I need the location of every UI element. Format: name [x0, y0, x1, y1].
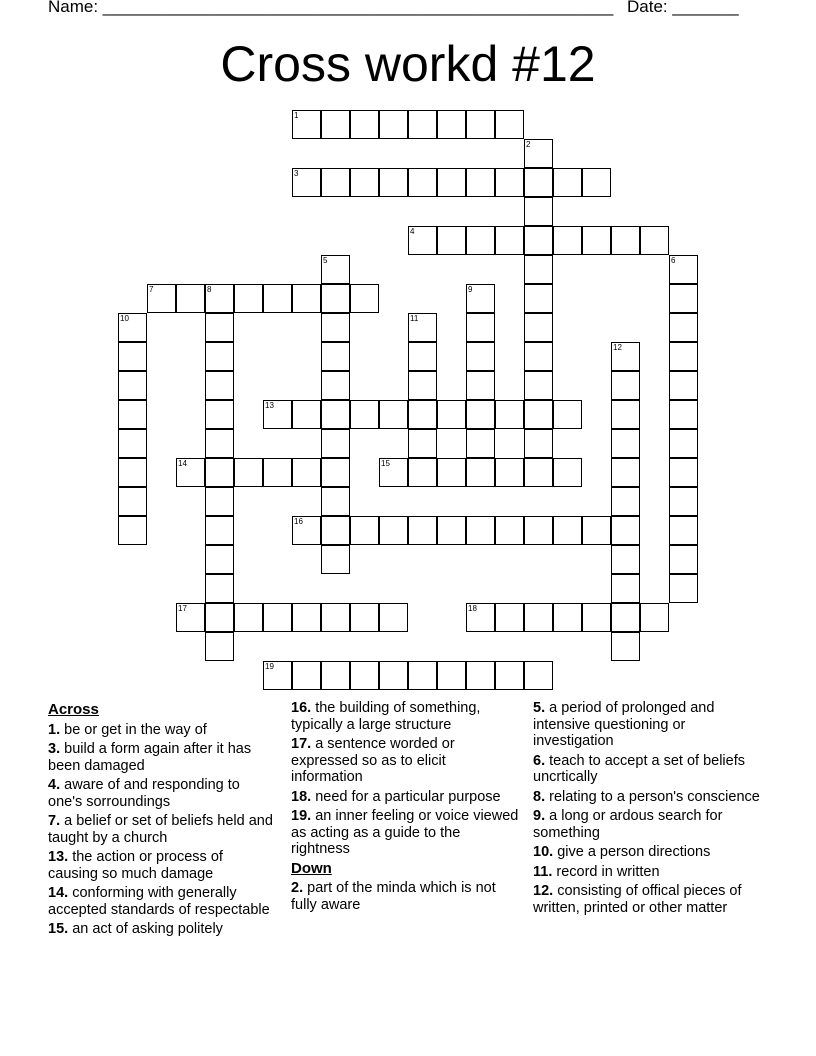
cell-number: 2 [526, 140, 531, 149]
clue-item [291, 700, 521, 733]
grid-cell[interactable] [669, 429, 698, 458]
grid-cell[interactable] [466, 400, 495, 429]
grid-cell[interactable] [321, 400, 350, 429]
clue-number: 18. [291, 788, 312, 805]
grid-cell[interactable] [524, 603, 553, 632]
grid-cell[interactable] [669, 545, 698, 574]
cell-number: 3 [294, 169, 299, 178]
grid-cell[interactable] [466, 342, 495, 371]
grid-cell[interactable] [466, 168, 495, 197]
grid-cell[interactable] [524, 516, 553, 545]
grid-cell[interactable] [524, 458, 553, 487]
grid-cell[interactable] [118, 342, 147, 371]
grid-cell[interactable] [263, 603, 292, 632]
grid-cell[interactable] [408, 516, 437, 545]
grid-cell[interactable] [408, 342, 437, 371]
grid-cell[interactable] [466, 371, 495, 400]
grid-cell[interactable] [495, 168, 524, 197]
cell-number: 5 [323, 256, 328, 265]
grid-cell[interactable] [669, 255, 698, 284]
clue-text: consisting of offical pieces of written, printed or other matter [533, 883, 742, 916]
clue-number: 4. [48, 777, 61, 793]
grid-cell[interactable] [292, 661, 321, 690]
grid-cell[interactable] [321, 487, 350, 516]
grid-cell[interactable] [466, 661, 495, 690]
grid-cell[interactable] [292, 516, 321, 545]
clue-item [48, 813, 273, 846]
clue-text: build a form again after it has been damaged [48, 741, 252, 774]
grid-cell[interactable] [118, 516, 147, 545]
clue-item [48, 777, 273, 810]
grid-cell[interactable] [205, 458, 234, 487]
grid-cell[interactable] [495, 226, 524, 255]
clue-text: give a person directions [557, 844, 711, 860]
grid-cell[interactable] [524, 400, 553, 429]
grid-cell[interactable] [350, 110, 379, 139]
clue-number: 7. [48, 813, 61, 829]
grid-cell[interactable] [292, 110, 321, 139]
section-heading-across: Across [48, 701, 99, 718]
grid-cell[interactable] [582, 168, 611, 197]
grid-cell[interactable] [118, 458, 147, 487]
grid-cell[interactable] [437, 400, 466, 429]
grid-cell[interactable] [176, 603, 205, 632]
grid-cell[interactable] [321, 110, 350, 139]
grid-cell[interactable] [205, 632, 234, 661]
grid-cell[interactable] [234, 603, 263, 632]
clue-text: an act of asking politely [72, 921, 223, 937]
grid-cell[interactable] [524, 226, 553, 255]
clue-item [533, 789, 763, 806]
cell-number: 7 [149, 285, 154, 294]
grid-cell[interactable] [524, 371, 553, 400]
clue-number: 19. [291, 808, 312, 824]
clues-column-3 [533, 700, 763, 919]
grid-cell[interactable] [118, 313, 147, 342]
cell-number: 13 [265, 401, 274, 410]
clue-item [291, 880, 521, 913]
grid-cell[interactable] [350, 168, 379, 197]
clue-item [48, 722, 273, 739]
grid-cell[interactable] [379, 400, 408, 429]
clue-item [48, 741, 273, 774]
grid-cell[interactable] [437, 516, 466, 545]
grid-cell[interactable] [495, 458, 524, 487]
grid-cell[interactable] [118, 371, 147, 400]
grid-cell[interactable] [582, 603, 611, 632]
cell-number: 19 [265, 662, 274, 671]
grid-cell[interactable] [205, 284, 234, 313]
grid-cell[interactable] [379, 661, 408, 690]
clue-item [533, 753, 763, 786]
grid-cell[interactable] [321, 284, 350, 313]
grid-cell[interactable] [205, 342, 234, 371]
clue-item [48, 849, 273, 882]
grid-cell[interactable] [524, 168, 553, 197]
clue-text: a period of prolonged and intensive questioning or investigation [533, 700, 715, 749]
grid-cell[interactable] [379, 603, 408, 632]
clues-column-1 [48, 700, 273, 941]
clue-number: 16. [291, 700, 312, 716]
grid-cell[interactable] [234, 458, 263, 487]
grid-cell[interactable] [553, 458, 582, 487]
grid-cell[interactable] [118, 429, 147, 458]
clue-text: teach to accept a set of beliefs uncrtically [533, 752, 745, 785]
cell-number: 10 [120, 314, 129, 323]
section-heading-down: Down [291, 859, 332, 877]
clue-text: record in written [556, 863, 660, 880]
cell-number: 18 [468, 604, 477, 613]
grid-cell[interactable] [321, 429, 350, 458]
clue-number: 5. [533, 700, 546, 716]
clue-item [533, 844, 763, 861]
grid-cell[interactable] [379, 516, 408, 545]
grid-cell[interactable] [321, 545, 350, 574]
cell-number: 6 [671, 256, 676, 265]
clue-number: 2. [291, 880, 304, 896]
grid-cell[interactable] [321, 371, 350, 400]
grid-cell[interactable] [611, 400, 640, 429]
grid-cell[interactable] [669, 342, 698, 371]
grid-cell[interactable] [669, 371, 698, 400]
cell-number: 17 [178, 604, 187, 613]
grid-cell[interactable] [495, 400, 524, 429]
clue-number: 13. [48, 849, 69, 865]
grid-cell[interactable] [669, 574, 698, 603]
clue-text: the action or process of causing so much damage [48, 849, 223, 882]
grid-cell[interactable] [553, 400, 582, 429]
grid-cell[interactable] [553, 516, 582, 545]
grid-cell[interactable] [321, 313, 350, 342]
grid-cell[interactable] [321, 603, 350, 632]
grid-cell[interactable] [640, 226, 669, 255]
grid-cell[interactable] [669, 313, 698, 342]
grid-cell[interactable] [205, 574, 234, 603]
grid-cell[interactable] [437, 458, 466, 487]
grid-cell[interactable] [611, 429, 640, 458]
grid-cell[interactable] [321, 516, 350, 545]
cell-number: 15 [381, 459, 390, 468]
clue-item [291, 736, 521, 786]
grid-cell[interactable] [379, 458, 408, 487]
grid-cell[interactable] [437, 226, 466, 255]
cell-number: 11 [410, 314, 419, 323]
grid-cell[interactable] [379, 168, 408, 197]
grid-cell[interactable] [292, 400, 321, 429]
grid-cell[interactable] [495, 110, 524, 139]
grid-cell[interactable] [263, 458, 292, 487]
grid-cell[interactable] [176, 458, 205, 487]
grid-cell[interactable] [176, 284, 205, 313]
grid-cell[interactable] [437, 110, 466, 139]
clue-text: a long or ardous search for something [533, 808, 723, 841]
grid-cell[interactable] [234, 284, 263, 313]
grid-cell[interactable] [553, 168, 582, 197]
clue-number: 12. [533, 883, 554, 899]
grid-cell[interactable] [524, 255, 553, 284]
grid-cell[interactable] [292, 458, 321, 487]
grid-cell[interactable] [669, 516, 698, 545]
cell-number: 4 [410, 227, 415, 236]
grid-cell[interactable] [292, 168, 321, 197]
cell-number: 14 [178, 459, 187, 468]
grid-cell[interactable] [669, 284, 698, 313]
cell-number: 8 [207, 285, 212, 294]
grid-cell[interactable] [408, 313, 437, 342]
clue-text: relating to a person's conscience [549, 788, 760, 805]
clue-item [533, 700, 763, 750]
grid-cell[interactable] [350, 603, 379, 632]
grid-cell[interactable] [205, 516, 234, 545]
grid-cell[interactable] [669, 458, 698, 487]
grid-cell[interactable] [611, 516, 640, 545]
grid-cell[interactable] [147, 284, 176, 313]
clue-text: conforming with generally accepted standards of respectable [48, 885, 270, 918]
date-label: Date: _______ [627, 0, 739, 16]
grid-cell[interactable] [205, 400, 234, 429]
grid-cell[interactable] [466, 313, 495, 342]
grid-cell[interactable] [321, 458, 350, 487]
grid-cell[interactable] [611, 574, 640, 603]
grid-cell[interactable] [669, 400, 698, 429]
grid-cell[interactable] [350, 516, 379, 545]
grid-cell[interactable] [408, 661, 437, 690]
clue-text: be or get in the way of [64, 721, 207, 738]
grid-cell[interactable] [321, 168, 350, 197]
clue-item [291, 789, 521, 806]
grid-cell[interactable] [321, 661, 350, 690]
grid-cell[interactable] [350, 284, 379, 313]
clue-text: need for a particular purpose [315, 788, 501, 805]
grid-cell[interactable] [118, 487, 147, 516]
grid-cell[interactable] [321, 342, 350, 371]
cell-number: 16 [294, 517, 303, 526]
clue-text: an inner feeling or voice viewed as acting as a guide to the rightness [291, 808, 519, 857]
grid-cell[interactable] [611, 371, 640, 400]
cell-number: 9 [468, 285, 473, 294]
grid-cell[interactable] [263, 284, 292, 313]
grid-cell[interactable] [611, 342, 640, 371]
clue-number: 10. [533, 844, 554, 860]
grid-cell[interactable] [466, 429, 495, 458]
clue-number: 9. [533, 808, 546, 824]
grid-cell[interactable] [466, 603, 495, 632]
grid-cell[interactable] [408, 371, 437, 400]
grid-cell[interactable] [640, 603, 669, 632]
clue-text: a sentence worded or expressed so as to elicit information [291, 736, 455, 785]
grid-cell[interactable] [408, 458, 437, 487]
clue-item [48, 921, 273, 938]
grid-cell[interactable] [466, 284, 495, 313]
clue-number: 1. [48, 721, 61, 738]
clue-item [533, 808, 763, 841]
grid-cell[interactable] [524, 661, 553, 690]
grid-cell[interactable] [466, 226, 495, 255]
grid-cell[interactable] [495, 603, 524, 632]
grid-cell[interactable] [292, 603, 321, 632]
clue-item [291, 808, 521, 858]
clue-number: 6. [533, 752, 546, 769]
grid-cell[interactable] [611, 603, 640, 632]
grid-cell[interactable] [408, 168, 437, 197]
grid-cell[interactable] [205, 313, 234, 342]
clue-text: part of the minda which is not fully aware [291, 880, 496, 913]
clue-number: 3. [48, 741, 61, 757]
grid-cell[interactable] [205, 429, 234, 458]
grid-cell[interactable] [350, 661, 379, 690]
grid-cell[interactable] [524, 342, 553, 371]
grid-cell[interactable] [524, 313, 553, 342]
grid-cell[interactable] [408, 226, 437, 255]
clue-item [48, 885, 273, 918]
grid-cell[interactable] [524, 429, 553, 458]
clue-number: 8. [533, 788, 546, 805]
grid-cell[interactable] [524, 284, 553, 313]
grid-cell[interactable] [582, 226, 611, 255]
clue-number: 17. [291, 736, 312, 752]
grid-cell[interactable] [118, 400, 147, 429]
cell-number: 1 [294, 111, 299, 120]
grid-cell[interactable] [611, 545, 640, 574]
clue-text: the building of something, typically a large structure [291, 700, 481, 733]
grid-cell[interactable] [292, 284, 321, 313]
clue-item [533, 883, 763, 916]
grid-cell[interactable] [408, 429, 437, 458]
grid-cell[interactable] [611, 458, 640, 487]
grid-cell[interactable] [263, 661, 292, 690]
grid-cell[interactable] [495, 516, 524, 545]
grid-cell[interactable] [205, 487, 234, 516]
grid-cell[interactable] [437, 661, 466, 690]
name-label: Name: ______________________________________________________ [48, 0, 614, 16]
grid-cell[interactable] [263, 400, 292, 429]
grid-cell[interactable] [408, 110, 437, 139]
grid-cell[interactable] [466, 110, 495, 139]
grid-cell[interactable] [524, 139, 553, 168]
grid-cell[interactable] [350, 400, 379, 429]
clues-column-2 [291, 700, 521, 916]
grid-cell[interactable] [611, 632, 640, 661]
grid-cell[interactable] [495, 661, 524, 690]
grid-cell[interactable] [524, 197, 553, 226]
grid-cell[interactable] [205, 603, 234, 632]
grid-cell[interactable] [553, 603, 582, 632]
page-title: Cross workd #12 [220, 36, 596, 92]
grid-cell[interactable] [466, 458, 495, 487]
cell-number: 12 [613, 343, 622, 352]
clue-text: aware of and responding to one's sorroundings [48, 777, 240, 810]
grid-cell[interactable] [611, 226, 640, 255]
grid-cell[interactable] [379, 110, 408, 139]
grid-cell[interactable] [437, 168, 466, 197]
clue-number: 15. [48, 921, 69, 937]
grid-cell[interactable] [669, 487, 698, 516]
clue-number: 11. [533, 863, 553, 880]
grid-cell[interactable] [466, 516, 495, 545]
grid-cell[interactable] [321, 255, 350, 284]
grid-cell[interactable] [205, 371, 234, 400]
grid-cell[interactable] [205, 545, 234, 574]
grid-cell[interactable] [611, 487, 640, 516]
grid-cell[interactable] [408, 400, 437, 429]
clue-text: a belief or set of beliefs held and taught by a church [48, 813, 273, 846]
grid-cell[interactable] [553, 226, 582, 255]
grid-cell[interactable] [582, 516, 611, 545]
clue-number: 14. [48, 885, 69, 901]
clue-item [533, 864, 763, 881]
